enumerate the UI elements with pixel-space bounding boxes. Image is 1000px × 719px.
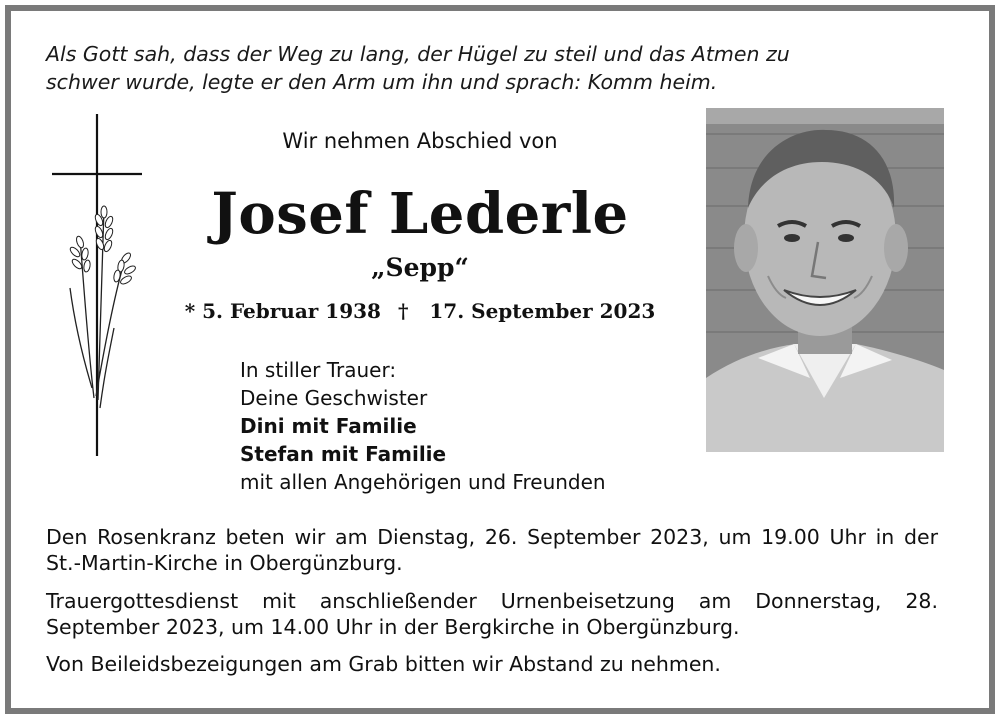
life-dates xyxy=(150,296,690,326)
death-date: 17. September 2023 xyxy=(429,299,656,323)
rosary-notice: Den Rosenkranz beten wir am Dienstag, 26. September 2023, um 19.00 Uhr in der St.-Martin-Kirche in Obergünzburg. xyxy=(46,525,938,575)
portrait-photo xyxy=(706,108,944,452)
death-symbol: † xyxy=(397,299,409,323)
farewell-intro: Wir nehmen Abschied von xyxy=(282,129,558,153)
motto-line-2: schwer wurde, legte er den Arm um ihn und sprach: Komm heim. xyxy=(46,70,718,94)
mourners-relatives: mit allen Angehörigen und Freunden xyxy=(240,470,606,494)
motto-quote xyxy=(46,40,946,96)
deceased-nickname: „Sepp“ xyxy=(371,253,469,282)
motto-line-1: Als Gott sah, dass der Weg zu lang, der Hügel zu steil und das Atmen zu xyxy=(46,42,790,66)
mourner-dini: Dini mit Familie xyxy=(240,414,417,438)
mourner-stefan: Stefan mit Familie xyxy=(240,442,447,466)
birth-date: * 5. Februar 1938 xyxy=(184,299,381,323)
condolence-notice: Von Beileidsbezeigungen am Grab bitten wir Abstand zu nehmen. xyxy=(46,652,721,676)
funeral-service-notice: Trauergottesdienst mit anschließender Urnenbeisetzung am Donnerstag, 28. September 2023, um 14.00 Uhr in der Bergkirche in Obergünzburg. xyxy=(46,589,938,639)
mourners-list xyxy=(240,356,700,496)
mourners-siblings: Deine Geschwister xyxy=(240,386,428,410)
deceased-name: Josef Lederle xyxy=(211,181,629,247)
mourners-heading: In stiller Trauer: xyxy=(240,358,397,382)
cross-with-wheat-icon xyxy=(44,108,144,458)
